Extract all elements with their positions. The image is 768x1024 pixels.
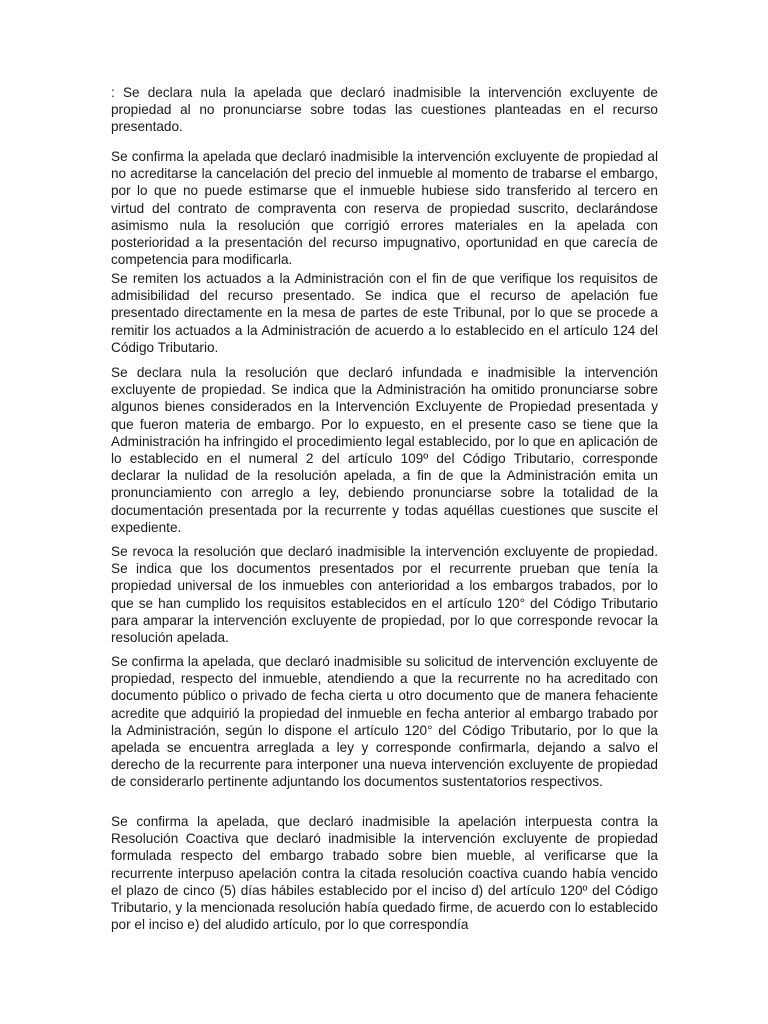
paragraph-1 — [111, 84, 658, 136]
paragraph-6 — [111, 653, 658, 791]
paragraph-text: Se confirma la apelada que declaró inadmisible la intervención excluyente de propiedad al no acreditarse la cancelación del precio del inmueble al momento de trabarse el embargo, por lo que no puede estimarse que el inmueble hubiese sido transferido al tercero en virtud del contrato de compraventa con reserva de propiedad suscrito, declarándose asimismo nula la resolución que corrigió errores materiales en la apelada con posterioridad a la presentación del recurso impugnativo, oportunidad en que carecía de competencia para modificarla. — [111, 149, 658, 268]
paragraph-7 — [111, 813, 658, 933]
paragraph-text: : Se declara nula la apelada que declaró inadmisible la intervención excluyente de propiedad al no pronunciarse sobre todas las cuestiones planteadas en el recurso presentado. — [111, 85, 658, 135]
paragraph-3 — [111, 270, 658, 356]
paragraph-4 — [111, 364, 658, 536]
paragraph-text: Se confirma la apelada, que declaró inadmisible su solicitud de intervención excluyente de propiedad, respecto del inmueble, atendiendo a que la recurrente no ha acreditado con documento público o privado de fecha cierta u otro documento que de manera fehaciente acredite que adquirió la propiedad del inmueble en fecha anterior al embargo trabado por la Administración, según lo dispone el artículo 120° del Código Tributario, por lo que la apelada se encuentra arreglada a ley y corresponde confirmarla, dejando a salvo el derecho de la recurrente para interponer una nueva intervención excluyente de propiedad de considerarlo pertinente adjuntando los documentos sustentatorios respectivos. — [111, 654, 658, 790]
paragraph-text: Se remiten los actuados a la Administración con el fin de que verifique los requisitos de admisibilidad del recurso presentado. Se indica que el recurso de apelación fue presentado directamente en la mesa de partes de este Tribunal, por lo que se procede a remitir los actuados a la Administración de acuerdo a lo establecido en el artículo 124 del Código Tributario. — [111, 271, 658, 355]
paragraph-5 — [111, 543, 658, 646]
paragraph-text: Se revoca la resolución que declaró inadmisible la intervención excluyente de propiedad. Se indica que los documentos presentados por el recurrente prueban que tenía la propiedad universal de los inmuebles con anterioridad a los embargos trabados, por lo que se han cumplido los requisitos establecidos en el artículo 120° del Código Tributario para amparar la intervención excluyente de propiedad, por lo que corresponde revocar la resolución apelada. — [111, 544, 658, 646]
paragraph-text: Se declara nula la resolución que declaró infundada e inadmisible la intervención excluyente de propiedad. Se indica que la Administración ha omitido pronunciarse sobre algunos bienes considerados en la Intervención Excluyente de Propiedad presentada y que fueron materia de embargo. Por lo expuesto, en el presente caso se tiene que la Administración ha infringido el procedimiento legal establecido, por lo que en aplicación de lo establecido en el numeral 2 del artículo 109º del Código Tributario, corresponde declarar la nulidad de la resolución apelada, a fin de que la Administración emita un pronunciamiento con arreglo a ley, debiendo pronunciarse sobre la totalidad de la documentación presentada por la recurrente y todas aquéllas cuestiones que suscite el expediente. — [111, 365, 658, 535]
paragraph-2 — [111, 148, 658, 268]
paragraph-text: Se confirma la apelada, que declaró inadmisible la apelación interpuesta contra la Resolución Coactiva que declaró inadmisible la intervención excluyente de propiedad formulada respecto del embargo trabado sobre bien mueble, al verificarse que la recurrente interpuso apelación contra la citada resolución coactiva cuando había vencido el plazo de cinco (5) días hábiles establecido por el inciso d) del artículo 120º del Código Tributario, y la mencionada resolución había quedado firme, de acuerdo con lo establecido por el inciso e) del aludido artículo, por lo que correspondía — [111, 814, 658, 933]
